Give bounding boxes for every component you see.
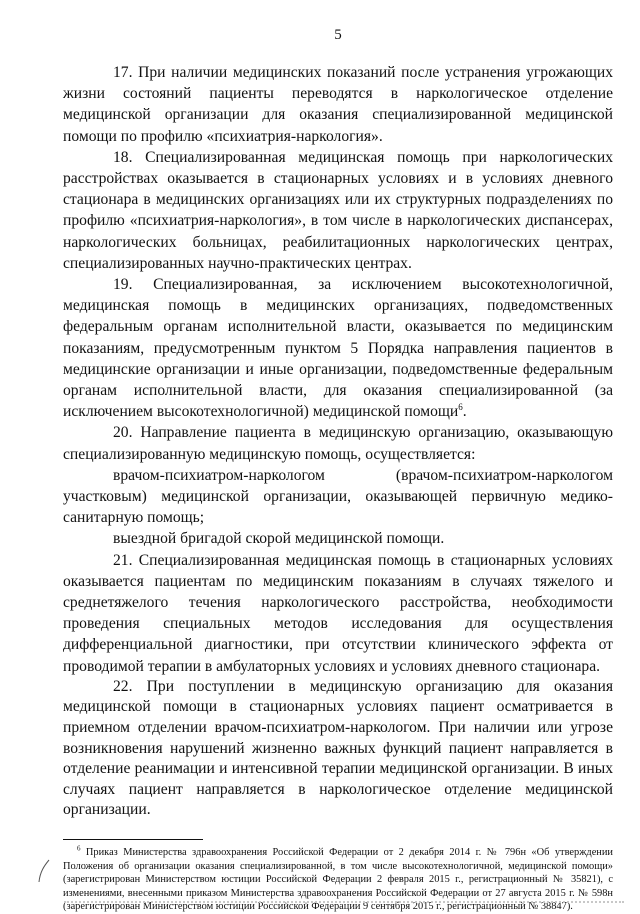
footnote-divider: [63, 839, 203, 840]
footnote-reference: 6: [458, 402, 463, 413]
paragraph-19: 19. Специализированная, за исключением высокотехнологичной, медицинская помощь в медицинских организациях, подведомственных федеральным органам исполнительной власти, оказывается по медицинским показаниям, предусмотренным пунктом 5 Порядка направления пациентов в медицинские организации и иные организации, подведомственные федеральным органам исполнительной власти, для оказания специализированной (за исключением высокотехнологичной) медицинской помощи$^6$.: [63, 276, 613, 421]
pen-stroke-mark: [36, 858, 52, 884]
footnote-marker: 6: [77, 844, 81, 853]
paragraph-18: 18. Специализированная медицинская помощь при наркологических расстройствах оказывается в стационарных условиях и в условиях дневного стационара в медицинских организациях или их структурных подразделениях по профилю «психиатрия-наркология», в том числе в наркологических диспансерах, наркологических больницах, реабилитационных наркологических центрах, специализированных научно-практических центрах.: [63, 148, 613, 272]
paragraph-22: 22. При поступлении в медицинскую организацию для оказания медицинской помощи в стационарных условиях пациент осматривается в приемном отделении врачом-психиатром-наркологом. При наличии или угрозе возникновения нарушений жизненно важных функций пациент направляется в отделение реанимации и интенсивной терапии медицинской организации. В иных случаях пациент направляется в наркологическое отделение медицинской организации.: [63, 677, 613, 819]
paragraph-19-text: 19. Специализированная, за исключением высокотехнологичной, медицинская помощь в медицинских организациях, подведомственных федеральным органам исполнительной власти, оказывается по медицинским показаниям, предусмотренным пунктом 5 Порядка направления пациентов в медицинские организации и иные организации, подведомственные федеральным органам исполнительной власти, для оказания специализированной (за исключением высокотехнологичной) медицинской помощи: [63, 276, 613, 421]
page-number: 5: [334, 27, 342, 43]
scan-edge-dots: [64, 898, 624, 903]
paragraph-21: 21. Специализированная медицинская помощь в стационарных условиях оказывается пациентам по медицинским показаниям в случаях тяжелого и среднетяжелого течения наркологического расстройства, необходимости проведения специальных методов исследования для осуществления дифференциальной диагностики, при отсутствии клинического эффекта от проводимой терапии в амбулаторных условиях и условиях дневного стационара.: [63, 551, 613, 675]
paragraph-20-item-1: врачом-психиатром-наркологом (врачом-психиатром-наркологом участковым) медицинской организации, оказывающей первичную медико-санитарную помощь;: [63, 466, 613, 527]
paragraph-17: 17. При наличии медицинских показаний после устранения угрожающих жизни состояний пациенты переводятся в наркологическое отделение медицинской организации для оказания специализированной медицинской помощи по профилю «психиатрия-наркология».: [63, 64, 613, 145]
footnote-text: Приказ Министерства здравоохранения Российской Федерации от 2 декабря 2014 г. № 796н «Об утверждении Положения об организации оказания специализированной, в том числе высокотехнологичной, медицинской помощи» (зарегистрирован Министерством юстиции Российской Федерации 2 февраля 2015 г., регистрационный № 35821), с изменениями, внесенными приказом Министерства здравоохранения Российской Федерации от 27 августа 2015 г. № 598н (зарегистрирован Министерством юстиции Российской Федерации 9 сентября 2015 г., регистрационный № 38847).: [63, 847, 613, 913]
paragraph-20-item-2: выездной бригадой скорой медицинской помощи.: [113, 530, 445, 548]
paragraph-20: 20. Направление пациента в медицинскую организацию, оказывающую специализированную медицинскую помощь, осуществляется:: [63, 424, 613, 463]
footnote: [63, 846, 613, 914]
